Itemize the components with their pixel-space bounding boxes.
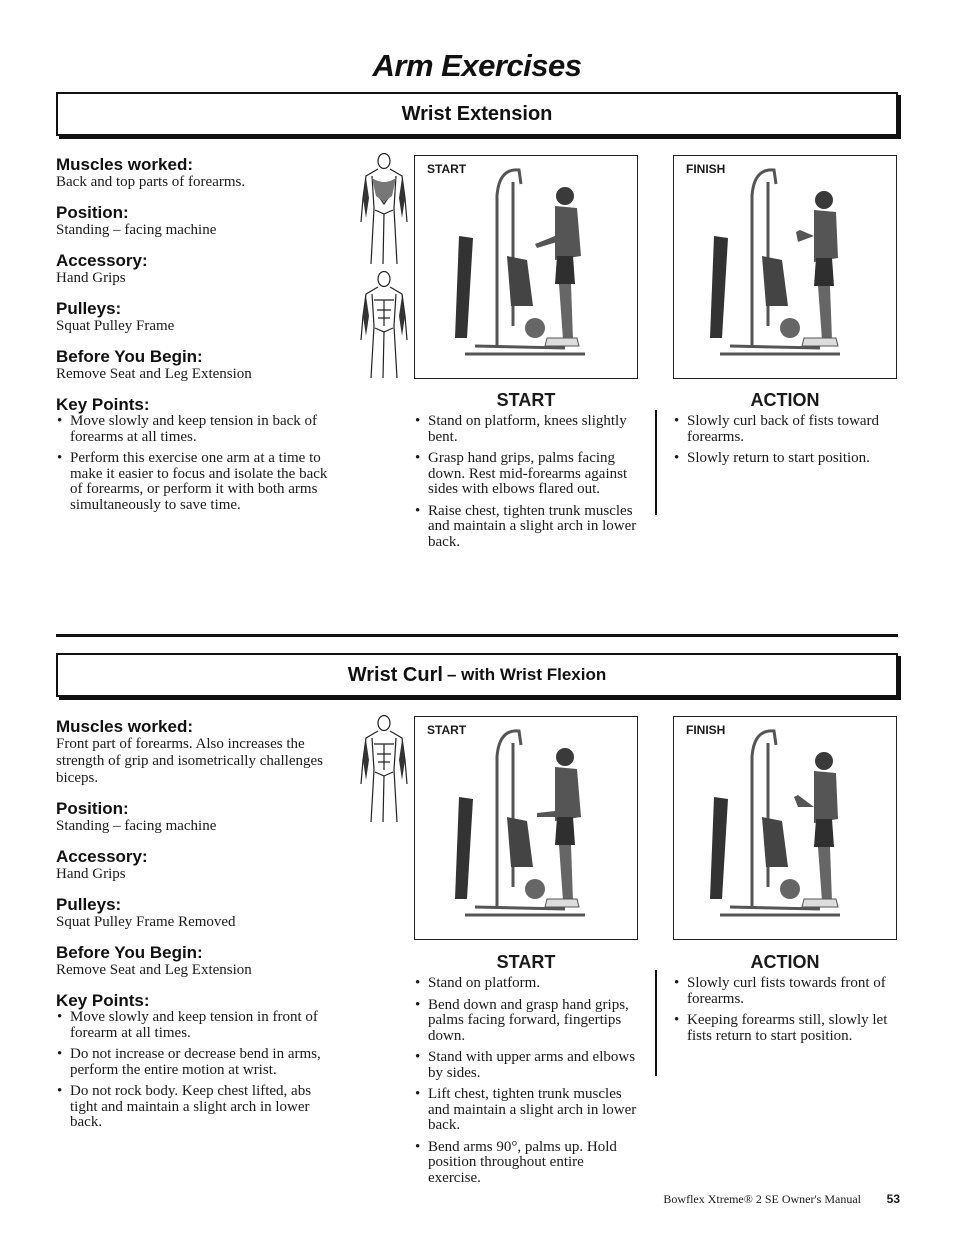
- muscle-figure-front-icon: [358, 270, 410, 382]
- pulleys-value: Squat Pulley Frame: [56, 318, 175, 334]
- start-heading: START: [496, 390, 556, 410]
- position-label: Position:: [56, 203, 129, 222]
- muscles-value: Front part of forearms. Also increases the strength of grip and isometrically challenges biceps.: [56, 736, 324, 786]
- list-item: • Move slowly and keep tension in back of forearms at all times.: [56, 414, 338, 445]
- list-item: • Stand on platform.: [414, 976, 638, 992]
- muscles-value: Back and top parts of forearms.: [56, 174, 246, 190]
- action-heading: ACTION: [750, 390, 820, 410]
- column-divider: [655, 410, 657, 515]
- section-subtitle: – with Wrist Flexion: [446, 665, 607, 684]
- action-steps-wrist-curl: [673, 952, 897, 1050]
- pulleys-value: Squat Pulley Frame Removed: [56, 914, 236, 930]
- start-steps-list: [414, 414, 638, 550]
- section-divider: [56, 634, 898, 637]
- list-item: • Do not rock body. Keep chest lifted, abs tight and maintain a slight arch in lower back.: [56, 1084, 338, 1131]
- list-item: • Lift chest, tighten trunk muscles and maintain a slight arch in lower back.: [414, 1087, 638, 1134]
- start-steps-wrist-curl: [414, 952, 638, 1192]
- muscles-label: Muscles worked:: [56, 717, 193, 736]
- position-value: Standing – facing machine: [56, 818, 217, 834]
- machine-start-image: [415, 156, 636, 377]
- photo-tag-start: START: [427, 723, 467, 737]
- exercise-info-wrist-curl: [56, 717, 338, 1137]
- before-value: Remove Seat and Leg Extension: [56, 962, 252, 978]
- list-item: • Move slowly and keep tension in front of forearm at all times.: [56, 1010, 338, 1041]
- photo-tag-finish: FINISH: [686, 723, 726, 737]
- accessory-label: Accessory:: [56, 251, 148, 270]
- photo-start-wrist-curl: [414, 716, 638, 940]
- list-item: • Grasp hand grips, palms facing down. Rest mid-forearms against sides with elbows flared out.: [414, 451, 638, 498]
- action-steps-wrist-extension: [673, 390, 897, 473]
- list-item: • Perform this exercise one arm at a time to make it easier to focus and isolate the back of forearms, or perform it with both arms simultaneously to save time.: [56, 451, 338, 513]
- list-item: • Raise chest, tighten trunk muscles and maintain a slight arch in lower back.: [414, 504, 638, 551]
- muscle-figure-back-icon: [358, 152, 410, 268]
- before-label: Before You Begin:: [56, 943, 203, 962]
- list-item: • Do not increase or decrease bend in arms, perform the entire motion at wrist.: [56, 1047, 338, 1078]
- start-steps-wrist-extension: [414, 390, 638, 556]
- section-title: Wrist Curl: [347, 663, 443, 686]
- before-label: Before You Begin:: [56, 347, 203, 366]
- section-title: Wrist Extension: [401, 102, 553, 125]
- machine-start-image: [415, 717, 636, 938]
- position-value: Standing – facing machine: [56, 222, 217, 238]
- start-steps-list: [414, 976, 638, 1186]
- list-item: • Slowly curl fists towards front of forearms.: [673, 976, 897, 1007]
- column-divider: [655, 970, 657, 1076]
- section-header-wrist-extension: [56, 92, 898, 136]
- list-item: • Slowly curl back of fists toward forearms.: [673, 414, 897, 445]
- footer-manual-title: Bowflex Xtreme® 2 SE Owner's Manual: [663, 1192, 861, 1206]
- photo-finish-wrist-curl: [673, 716, 897, 940]
- footer-page-number: 53: [886, 1192, 900, 1206]
- pulleys-label: Pulleys:: [56, 299, 122, 318]
- exercise-info-wrist-extension: [56, 155, 338, 519]
- before-value: Remove Seat and Leg Extension: [56, 366, 252, 382]
- action-steps-list: [673, 414, 897, 467]
- list-item: • Keeping forearms still, slowly let fists return to start position.: [673, 1013, 897, 1044]
- start-heading: START: [496, 952, 556, 972]
- list-item: • Slowly return to start position.: [673, 451, 897, 467]
- machine-finish-image: [674, 717, 895, 938]
- photo-start-wrist-extension: [414, 155, 638, 379]
- photo-finish-wrist-extension: [673, 155, 897, 379]
- section-header-wrist-curl: [56, 653, 898, 697]
- position-label: Position:: [56, 799, 129, 818]
- muscles-label: Muscles worked:: [56, 155, 193, 174]
- accessory-value: Hand Grips: [56, 866, 126, 882]
- list-item: • Bend arms 90°, palms up. Hold position throughout entire exercise.: [414, 1140, 638, 1187]
- list-item: • Stand on platform, knees slightly bent.: [414, 414, 638, 445]
- action-heading: ACTION: [750, 952, 820, 972]
- machine-finish-image: [674, 156, 895, 377]
- accessory-value: Hand Grips: [56, 270, 126, 286]
- photo-tag-finish: FINISH: [686, 162, 726, 176]
- key-points-label: Key Points:: [56, 395, 150, 414]
- action-steps-list: [673, 976, 897, 1044]
- key-points-label: Key Points:: [56, 991, 150, 1010]
- key-points-list: [56, 414, 338, 513]
- key-points-list: [56, 1010, 338, 1131]
- list-item: • Bend down and grasp hand grips, palms facing forward, fingertips down.: [414, 998, 638, 1045]
- pulleys-label: Pulleys:: [56, 895, 122, 914]
- accessory-label: Accessory:: [56, 847, 148, 866]
- list-item: • Stand with upper arms and elbows by sides.: [414, 1050, 638, 1081]
- muscle-figure-front-icon: [358, 714, 410, 826]
- photo-tag-start: START: [427, 162, 467, 176]
- page-title: Arm Exercises: [372, 48, 582, 83]
